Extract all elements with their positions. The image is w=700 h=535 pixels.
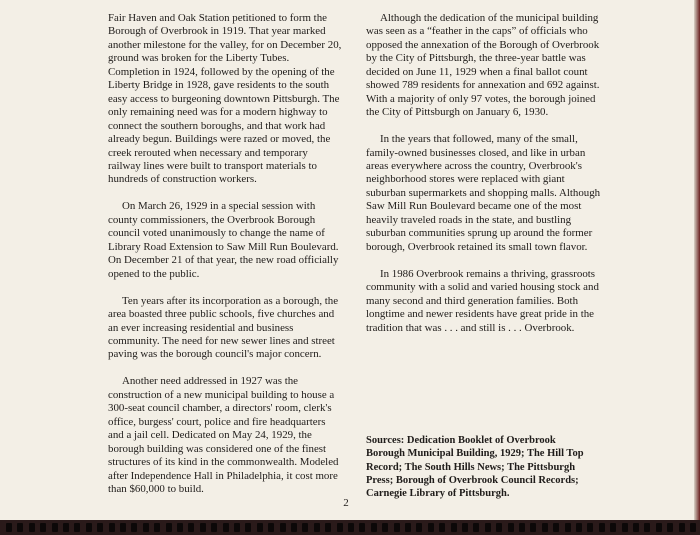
binding-hole <box>473 523 479 532</box>
binding-hole <box>416 523 422 532</box>
binding-hole <box>200 523 206 532</box>
binding-hole <box>177 523 183 532</box>
paragraph: Another need addressed in 1927 was the construction of a new municipal building to house a 300-seat council chamber, a directors' room, clerk's office, burgess' court, police and fire headquarters and a jail cell. Dedicated on May 24, 1929, the borough building was considered one of the finest structures of its kind in the commonwealth. Modeled after Independence Hall in Philadelphia, it cost more than $60,000 to build. <box>108 375 339 495</box>
binding-hole <box>428 523 434 532</box>
binding-hole <box>109 523 115 532</box>
binding-hole <box>257 523 263 532</box>
binding-hole <box>120 523 126 532</box>
binding-hole <box>97 523 103 532</box>
binding-hole <box>325 523 331 532</box>
binding-hole <box>656 523 662 532</box>
binding-hole <box>211 523 217 532</box>
binding-hole <box>245 523 251 532</box>
right-text-column <box>366 12 604 348</box>
binding-hole <box>143 523 149 532</box>
binding-hole <box>633 523 639 532</box>
binding-hole <box>280 523 286 532</box>
binding-hole <box>74 523 80 532</box>
binding-hole <box>291 523 297 532</box>
paragraph: In the years that followed, many of the small, family-owned businesses closed, and like in urban areas everywhere across the country, Overbrook's neighborhood stores were replaced with giant suburban supermarkets and shopping malls. Although Saw Mill Run Boulevard became one of the most heavily traveled roads in the state, and bustling suburban communities sprung up around the former borough, Overbrook retained its small town flavor. <box>366 133 601 253</box>
binding-hole <box>268 523 274 532</box>
binding-hole <box>314 523 320 532</box>
binding-hole <box>519 523 525 532</box>
binding-hole <box>610 523 616 532</box>
binding-hole <box>690 523 696 532</box>
paragraph: On March 26, 1929 in a special session with county commissioners, the Overbrook Borough council voted unanimously to change the name of Library Road Extension to Saw Mill Run Boulevard. On December 21 of that year, the new road officially opened to the public. <box>108 200 339 280</box>
binding-hole <box>359 523 365 532</box>
binding-hole <box>52 523 58 532</box>
binding-hole <box>17 523 23 532</box>
binding-hole <box>542 523 548 532</box>
binding-hole <box>667 523 673 532</box>
left-text-column <box>108 12 342 510</box>
binding-hole <box>371 523 377 532</box>
binding-hole <box>599 523 605 532</box>
binding-hole <box>439 523 445 532</box>
paragraph: Although the dedication of the municipal building was seen as a “feather in the caps” of officials who opposed the annexation of the Borough of Overbrook by the City of Pittsburgh, the three-year battle was decided on June 11, 1929 when a final ballot count showed 789 residents for annexation and 692 against. With a majority of only 97 votes, the borough joined the City of Pittsburgh on January 6, 1930. <box>366 12 600 119</box>
binding-hole <box>6 523 12 532</box>
binding-hole <box>29 523 35 532</box>
binding-hole <box>485 523 491 532</box>
binding-hole <box>86 523 92 532</box>
binding-hole <box>166 523 172 532</box>
binding-hole <box>496 523 502 532</box>
paragraph: Fair Haven and Oak Station petitioned to form the Borough of Overbrook in 1919. That year marked another milestone for the valley, for on December 20, ground was broken for the Liberty Tubes. Completion in 1924, followed by the opening of the Liberty Bridge in 1928, gave residents to the south easy access to burgeoning downtown Pittsburgh. The only remaining need was for a modern highway to connect the southern boroughs, and that work had already begun. Buildings were razed or moved, the creek rerouted when necessary and temporary railway lines were built to transport materials to hundreds of construction workers. <box>108 12 342 186</box>
binding-hole <box>223 523 229 532</box>
binding-hole <box>622 523 628 532</box>
binding-hole <box>679 523 685 532</box>
binding-hole <box>302 523 308 532</box>
page-number: 2 <box>343 497 349 509</box>
binding-hole <box>576 523 582 532</box>
binding-hole <box>348 523 354 532</box>
binding-hole <box>382 523 388 532</box>
binding-hole <box>587 523 593 532</box>
binding-hole <box>462 523 468 532</box>
binding-hole <box>188 523 194 532</box>
paragraph: Ten years after its incorporation as a borough, the area boasted three public schools, five churches and an ever increasing residential and business community. The need for new sewer lines and street paving was the borough council's major concern. <box>108 294 339 361</box>
binding-hole <box>40 523 46 532</box>
binding-hole <box>405 523 411 532</box>
binding-hole <box>394 523 400 532</box>
binding-hole <box>337 523 343 532</box>
spiral-binding <box>0 520 700 535</box>
page-edge <box>694 0 700 535</box>
binding-hole <box>154 523 160 532</box>
binding-hole <box>451 523 457 532</box>
binding-hole <box>530 523 536 532</box>
paragraph: In 1986 Overbrook remains a thriving, grassroots community with a solid and varied housing stock and many second and third generation families. Both longtime and newer residents have great pride in the tradition that was . . . and still is . . . Overbrook. <box>366 267 599 334</box>
binding-hole <box>508 523 514 532</box>
sources-note: Sources: Dedication Booklet of Overbrook Borough Municipal Building, 1929; The Hill Top Record; The South Hills News; The Pittsburgh Press; Borough of Overbrook Council Records; Carnegie Library of Pittsburgh. <box>366 435 584 500</box>
binding-hole <box>131 523 137 532</box>
binding-hole <box>234 523 240 532</box>
binding-hole <box>644 523 650 532</box>
binding-hole <box>565 523 571 532</box>
binding-hole <box>63 523 69 532</box>
binding-hole <box>553 523 559 532</box>
